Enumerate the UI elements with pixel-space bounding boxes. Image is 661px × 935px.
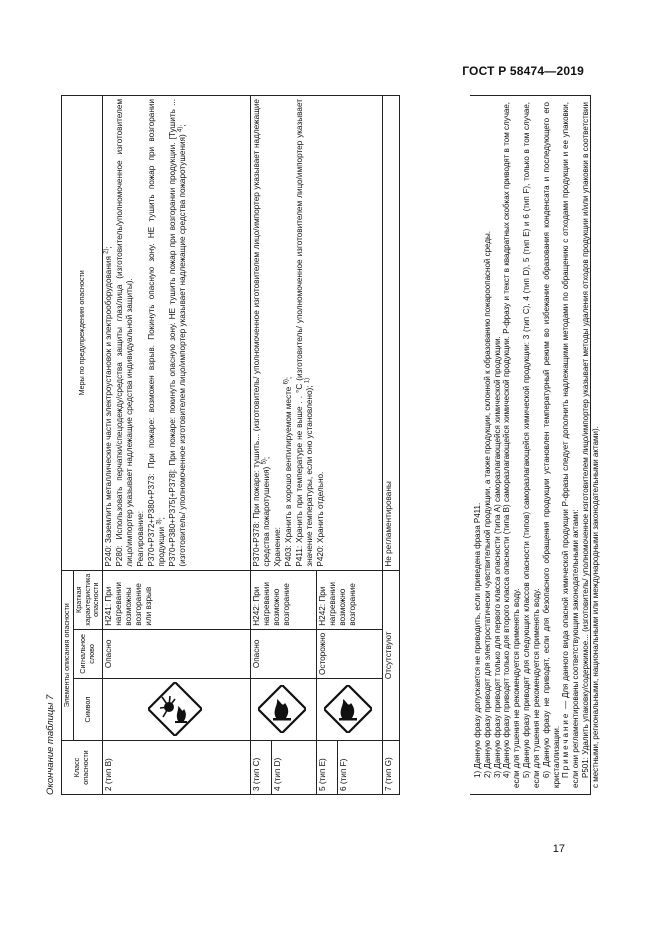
measures-cell: P370+P378: При пожаре: тушить... (изготовитель/ уполномоченное изготовителем лицо/импортер указывает надлежащие средства пожаротушения) $^{5)}$; Хранение: P403: Хранить в хорошо вентилируемом месте $^{6)}$; P411: Хранить при температуре не выше . . °C (изготовитель/ уполномоченное изготовителем лицо/импортер указывает значение температуры, если оно установлено); $^{1)}$ P420: Хранить отдельно. <box>251 96 383 571</box>
measures-cell: P240: Заземлить металлические части электроустановок и электрооборудования $^{2)}$; P280: Использовать перчатки/спецодежду/средства защиты глаз/лица (изготовитель/уполномоченное изготовителем лицо/импортер указывает надлежащие средства индивидуальной защиты). Реагирование: P370+P372+P380+P373: При пожаре: возможен взрыв. Покинуть опасную зону. НЕ тушить пожар при возгорании продукции $^{3)}$; P370+P380+P375[+P378]: При пожаре: покинуть опасную зону. НЕ тушить пожар при возгорании продукции. [Тушить ... (изготовитель/ уполномоченное изготовителем лицо/импортер указывает надлежащие средства пожаротушения) $^{4)}$; <box>103 96 251 571</box>
class-cell: 7 (тип G) <box>383 741 400 795</box>
table-row <box>103 96 251 795</box>
header-symbol: Символ <box>73 679 102 741</box>
table-row <box>251 96 272 795</box>
signal-word-cell: Опасно <box>251 629 317 678</box>
exploding-bomb-flame-icon <box>103 679 251 741</box>
flame-icon <box>317 679 383 741</box>
header-signal-word: Сигнальное слово <box>73 629 102 678</box>
class-cell: 4 (тип D) <box>272 741 317 795</box>
absent-cell: Отсутствуют <box>383 570 400 740</box>
footnote: 4) Данную фразу приводят только для второго класса опасности (типа B) саморазлагающейся химической продукции. P-фразу и текст в квадратных скобках приводят в том случае, если для тушения не рекомендуется применять воду. <box>502 102 522 788</box>
class-cell: 3 (тип C) <box>251 741 272 795</box>
class-cell: 2 (тип B) <box>103 741 251 795</box>
class-cell: 5 (тип E) <box>317 741 338 795</box>
signal-word-cell: Опасно <box>103 629 251 678</box>
table-note-p501: P501: Удалить упаковку/содержимое... (изготовитель/ уполномоченное изготовителем лицо/импортер указывает методы удаления отходов продукции и/или упаковки в соответствии с местными, региональными, национальными или международными законодательными актами). <box>581 102 600 788</box>
brief-cell: H242: При нагревании возможно возгорание <box>251 570 317 629</box>
flame-icon <box>251 679 317 741</box>
measures-cell: Не регламентированы <box>383 96 400 571</box>
brief-cell: H242: При нагревании возможно возгорание <box>317 570 383 629</box>
rotated-table-page <box>45 95 600 795</box>
table-note: Примечание — Для данного вида опасной химической продукции P-фразы следует дополнить надлежащими методами по обращению с отходами продукции и ее упаковки, если они регламентированы соответствующим законодательными актами: <box>561 102 581 788</box>
footnote: 3) Данную фразу приводят только для первого класса опасности (типа A) саморазлагающейся химической продукции. <box>492 336 502 778</box>
footnote: 5) Данную фразу приводят для следующих классов опасности (типов) саморазлагающейся химической продукции: 3 (тип C), 4 (тип D), 5 (тип E) и 6 (тип F), только в том случае, если для тушения не рекомендуется применять воду. <box>522 102 541 788</box>
footnote: 1) Данную фразу допускается не приводить, если приведена фраза P411. <box>473 502 482 778</box>
header-elements-group: Элементы описания опасности <box>62 570 74 740</box>
header-brief: Краткая характеристика опасности <box>73 570 102 629</box>
brief-cell: H241: При нагревании возможны возгорание или взрыв <box>103 570 251 629</box>
table-header-row <box>62 96 74 795</box>
header-measures: Меры по предупреждению опасности <box>62 96 103 571</box>
footnote: 6) Данную фразу не приводят, если для безопасного обращения продукции установлен температурный режим во избежание образования конденсата и последующего его кристаллизации. <box>541 102 561 788</box>
hazard-table <box>61 95 400 795</box>
class-cell: 6 (тип F) <box>338 741 383 795</box>
table-row <box>383 96 400 795</box>
table-footnotes <box>470 95 600 795</box>
signal-word-cell: Осторожно <box>317 629 383 678</box>
page-number: 17 <box>552 843 565 855</box>
standard-code: ГОСТ Р 58474—2019 <box>462 64 584 78</box>
header-class: Класс опасности <box>62 741 103 795</box>
table-continuation-label: Окончание таблицы 7 <box>45 694 56 795</box>
footnote: 2) Данную фразу приводят для электростатически чувствительной продукции, а также продукции, склонной к образованию пожароопасной среды. <box>482 231 492 778</box>
